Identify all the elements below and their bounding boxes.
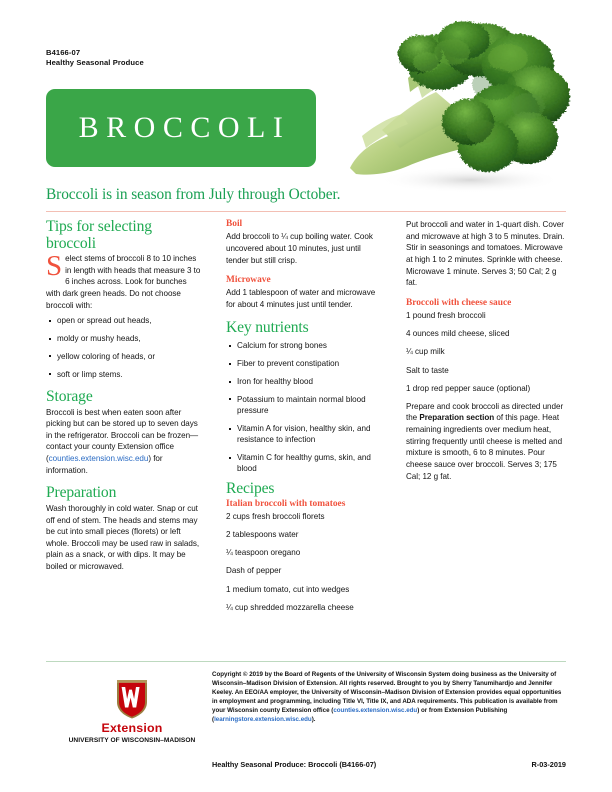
ingredient-line: Dash of pepper bbox=[226, 566, 282, 576]
list-item: moldy or mushy heads, bbox=[46, 333, 202, 344]
preparation-body: Wash thoroughly in cold water. Snap or cut off end of stem. The heads and stems may be cut into small pieces (florets) or left whole. Broccoli may be used raw in salads, plain as a snack, or with dips. It may be boiled or microwaved. bbox=[46, 503, 200, 572]
heading-storage: Storage bbox=[46, 388, 93, 406]
ingredient-line: 1 pound fresh broccoli bbox=[406, 311, 486, 321]
footer-line bbox=[212, 760, 566, 769]
counties-extension-link[interactable]: counties.extension.wisc.edu bbox=[48, 454, 149, 464]
ingredient-line: 2 cups fresh broccoli florets bbox=[226, 512, 325, 522]
ingredient-line: Salt to taste bbox=[406, 365, 449, 375]
recipe-title-italian-broccoli: Italian broccoli with tomatoes bbox=[226, 498, 346, 509]
ingredient-line: 4 ounces mild cheese, sliced bbox=[406, 329, 510, 339]
tips-body-text: elect stems of broccoli 8 to 10 inches in length with heads that measure 3 to 6 inches across. Look for bunches with dark green heads. Do not choose broccoli with: bbox=[46, 254, 201, 310]
heading-microwave: Microwave bbox=[226, 275, 271, 286]
heading-boil: Boil bbox=[226, 219, 243, 229]
footer-revision: R-03-2019 bbox=[531, 760, 566, 769]
directions-part-2: of this page. Heat remaining ingredients over medium heat, stirring frequently until cheese is melted and mixture is smooth, 6 to 8 minutes. Pour cheese sauce over broccoli. Serves 3; 175 Cal; 12 g fat. bbox=[406, 413, 563, 481]
ingredient-line: ¼ cup milk bbox=[406, 347, 445, 357]
list-item: Fiber to prevent constipation bbox=[226, 358, 382, 369]
heading-preparation: Preparation bbox=[46, 484, 117, 502]
list-item: Potassium to maintain normal blood pressure bbox=[226, 394, 382, 417]
recipe-title-cheese-sauce: Broccoli with cheese sauce bbox=[406, 297, 512, 308]
list-item: soft or limp stems. bbox=[46, 369, 202, 380]
counties-extension-footer-link[interactable]: counties.extension.wisc.edu bbox=[333, 706, 418, 714]
copyright-part-1: Copyright © 2019 by the Board of Regents of the University of Wisconsin System doing business as the University of Wisconsin–Madison Division of Extension. All rights reserved. Brought to you by Sherry Tanumihardjo and Jennifer Keeley. An EEO/AA employer, the University of Wisconsin–Madison Division of Extension provides equal opportunities in employment and programming, including Title VI, Title IX, and ADA requirements. This publication is available from your Wisconsin county Extension office ( bbox=[212, 671, 562, 714]
boil-body: Add broccoli to ¼ cup boiling water. Cook uncovered about 10 minutes, just until tender but still crisp. bbox=[226, 232, 373, 265]
learningstore-link[interactable]: learningstore.extension.wisc.edu bbox=[214, 715, 312, 723]
copyright-mid: ) or from Extension Publishing ( bbox=[212, 706, 508, 723]
storage-text-1: Broccoli is best when eaten soon after picking but can be stored up to seven days in the refrigerator. Broccoli can be frozen—contact your county Extension office ( bbox=[46, 407, 199, 464]
copyright-end: ). bbox=[311, 715, 316, 723]
directions-part-1: Prepare and cook broccoli as directed under the bbox=[406, 401, 564, 423]
page-title: BROCCOLI bbox=[78, 111, 291, 144]
heading-key-nutrients: Key nutrients bbox=[226, 318, 309, 336]
list-item: Vitamin A for vision, healthy skin, and resistance to infection bbox=[226, 423, 382, 446]
ingredient-line: 1 drop red pepper sauce (optional) bbox=[406, 383, 531, 393]
recipe-one-directions: Put broccoli and water in 1-quart dish. Cover and microwave at high 3 to 5 minutes. Drain. Stir in seasonings and tomatoes. Microwave at high 1 to 2 minutes. Sprinkle with cheese. Microwave 1 minute. Serves 3; 50 Cal; 2 g fat. bbox=[406, 220, 565, 288]
storage-text-2: ) for information. bbox=[46, 454, 163, 475]
list-item: yellow coloring of heads, or bbox=[46, 351, 202, 362]
ingredient-line: ¼ teaspoon oregano bbox=[226, 548, 301, 558]
preparation-section-reference: Preparation section bbox=[419, 413, 495, 423]
footer-doc-title: Healthy Seasonal Produce: Broccoli (B4166-07) bbox=[212, 760, 377, 769]
microwave-body: Add 1 tablespoon of water and microwave for about 4 minutes just until tender. bbox=[226, 288, 376, 310]
drop-cap: S bbox=[46, 250, 63, 283]
ingredient-line: 1 medium tomato, cut into wedges bbox=[226, 584, 350, 594]
uw-crest-icon bbox=[115, 678, 149, 720]
extension-logo bbox=[58, 678, 206, 744]
ingredient-line: ¼ cup shredded mozzarella cheese bbox=[226, 602, 354, 612]
season-statement: Broccoli is in season from July through October. bbox=[46, 186, 341, 203]
copyright-block bbox=[212, 671, 566, 725]
heading-recipes: Recipes bbox=[226, 480, 275, 498]
extension-wordmark: Extension bbox=[101, 721, 163, 735]
list-item: Calcium for strong bones bbox=[226, 340, 382, 351]
extension-university-line: UNIVERSITY OF WISCONSIN–MADISON bbox=[68, 737, 196, 745]
pub-series: Healthy Seasonal Produce bbox=[46, 58, 144, 68]
ingredient-line: 2 tablespoons water bbox=[226, 530, 299, 540]
list-item: Iron for healthy blood bbox=[226, 376, 382, 387]
copyright-text bbox=[212, 671, 566, 725]
heading-tips-for-selecting: Tips for selecting broccoli bbox=[46, 218, 152, 252]
list-item: open or spread out heads, bbox=[46, 315, 202, 326]
list-item: Vitamin C for healthy gums, skin, and blood bbox=[226, 452, 382, 475]
pub-number: B4166-07 bbox=[46, 48, 81, 57]
